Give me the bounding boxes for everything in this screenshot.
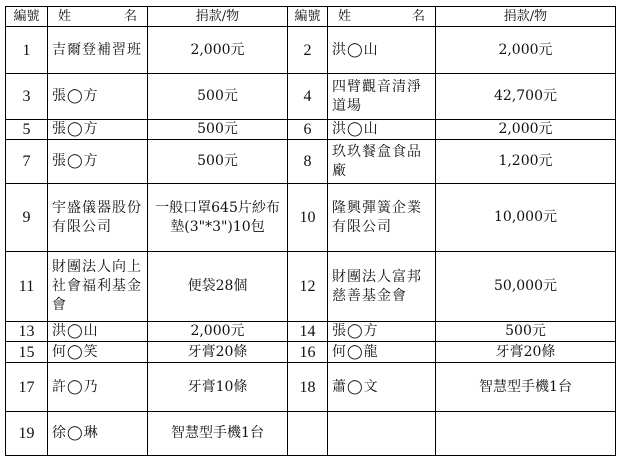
header-no-right: 編號 [288, 7, 328, 27]
row-name-left: 張◯方 [48, 74, 148, 120]
row-name-right: 張◯方 [328, 322, 436, 342]
row-amount-left: 一般口罩645片紗布墊(3"*3")10包 [148, 184, 288, 252]
row-name-left: 何◯笑 [48, 342, 148, 363]
row-no-left: 5 [6, 120, 48, 140]
row-no-left: 13 [6, 322, 48, 342]
header-name-left-first: 姓 [58, 9, 72, 24]
row-amount-left: 牙膏10條 [148, 363, 288, 412]
row-name-right: 蕭◯文 [328, 363, 436, 412]
row-no-right: 10 [288, 184, 328, 252]
table-row [6, 184, 616, 252]
row-name-left: 張◯方 [48, 140, 148, 184]
row-no-left: 17 [6, 363, 48, 412]
row-amount-right: 牙膏20條 [436, 342, 616, 363]
row-amount-left: 2,000元 [148, 27, 288, 74]
row-amount-left: 500元 [148, 74, 288, 120]
row-name-left: 財團法人向上社會福利基金會 [48, 252, 148, 322]
row-no-left: 9 [6, 184, 48, 252]
row-amount-right: 2,000元 [436, 27, 616, 74]
row-amount-right [436, 412, 616, 456]
row-amount-left: 500元 [148, 140, 288, 184]
row-name-right [328, 412, 436, 456]
header-name-left-second: 名 [123, 9, 137, 24]
row-name-left: 許◯乃 [48, 363, 148, 412]
row-name-right: 財團法人富邦慈善基金會 [328, 252, 436, 322]
row-name-left: 張◯方 [48, 120, 148, 140]
table-row [6, 74, 616, 120]
row-no-left: 3 [6, 74, 48, 120]
row-no-left: 7 [6, 140, 48, 184]
header-row [6, 7, 616, 27]
row-amount-right: 2,000元 [436, 120, 616, 140]
row-name-right: 洪◯山 [328, 27, 436, 74]
row-no-right [288, 412, 328, 456]
table-row [6, 363, 616, 412]
table-row [6, 342, 616, 363]
table-row [6, 27, 616, 74]
row-name-left: 吉爾登補習班 [48, 27, 148, 74]
row-name-right: 何◯龍 [328, 342, 436, 363]
row-no-right: 12 [288, 252, 328, 322]
row-no-right: 4 [288, 74, 328, 120]
row-amount-right: 1,200元 [436, 140, 616, 184]
row-amount-left: 500元 [148, 120, 288, 140]
header-amount-left: 捐款/物 [148, 7, 288, 27]
row-name-left: 徐◯琳 [48, 412, 148, 456]
row-no-right: 2 [288, 27, 328, 74]
row-no-right: 16 [288, 342, 328, 363]
row-name-right: 洪◯山 [328, 120, 436, 140]
row-no-left: 19 [6, 412, 48, 456]
row-amount-right: 智慧型手機1台 [436, 363, 616, 412]
row-amount-right: 500元 [436, 322, 616, 342]
row-name-right: 四臂觀音清淨道場 [328, 74, 436, 120]
donation-table-container [5, 6, 616, 456]
row-no-left: 15 [6, 342, 48, 363]
table-row [6, 252, 616, 322]
header-name-right-second: 名 [411, 9, 425, 24]
table-row [6, 412, 616, 456]
row-amount-right: 50,000元 [436, 252, 616, 322]
table-row [6, 140, 616, 184]
row-no-left: 11 [6, 252, 48, 322]
row-amount-left: 牙膏20條 [148, 342, 288, 363]
row-amount-left: 便袋28個 [148, 252, 288, 322]
table-row [6, 322, 616, 342]
row-name-right: 隆興彈簧企業有限公司 [328, 184, 436, 252]
header-name-left [48, 7, 148, 27]
header-amount-right: 捐款/物 [436, 7, 616, 27]
row-name-left: 洪◯山 [48, 322, 148, 342]
header-no-left: 編號 [6, 7, 48, 27]
row-no-right: 6 [288, 120, 328, 140]
row-amount-left: 2,000元 [148, 322, 288, 342]
donation-table [5, 6, 616, 456]
row-amount-right: 10,000元 [436, 184, 616, 252]
row-no-right: 14 [288, 322, 328, 342]
row-no-right: 8 [288, 140, 328, 184]
row-amount-left: 智慧型手機1台 [148, 412, 288, 456]
table-row [6, 120, 616, 140]
row-name-right: 玖玖餐盒食品廠 [328, 140, 436, 184]
header-name-right [328, 7, 436, 27]
row-no-right: 18 [288, 363, 328, 412]
row-no-left: 1 [6, 27, 48, 74]
header-name-right-first: 姓 [338, 9, 352, 24]
row-amount-right: 42,700元 [436, 74, 616, 120]
row-name-left: 宇盛儀器股份有限公司 [48, 184, 148, 252]
